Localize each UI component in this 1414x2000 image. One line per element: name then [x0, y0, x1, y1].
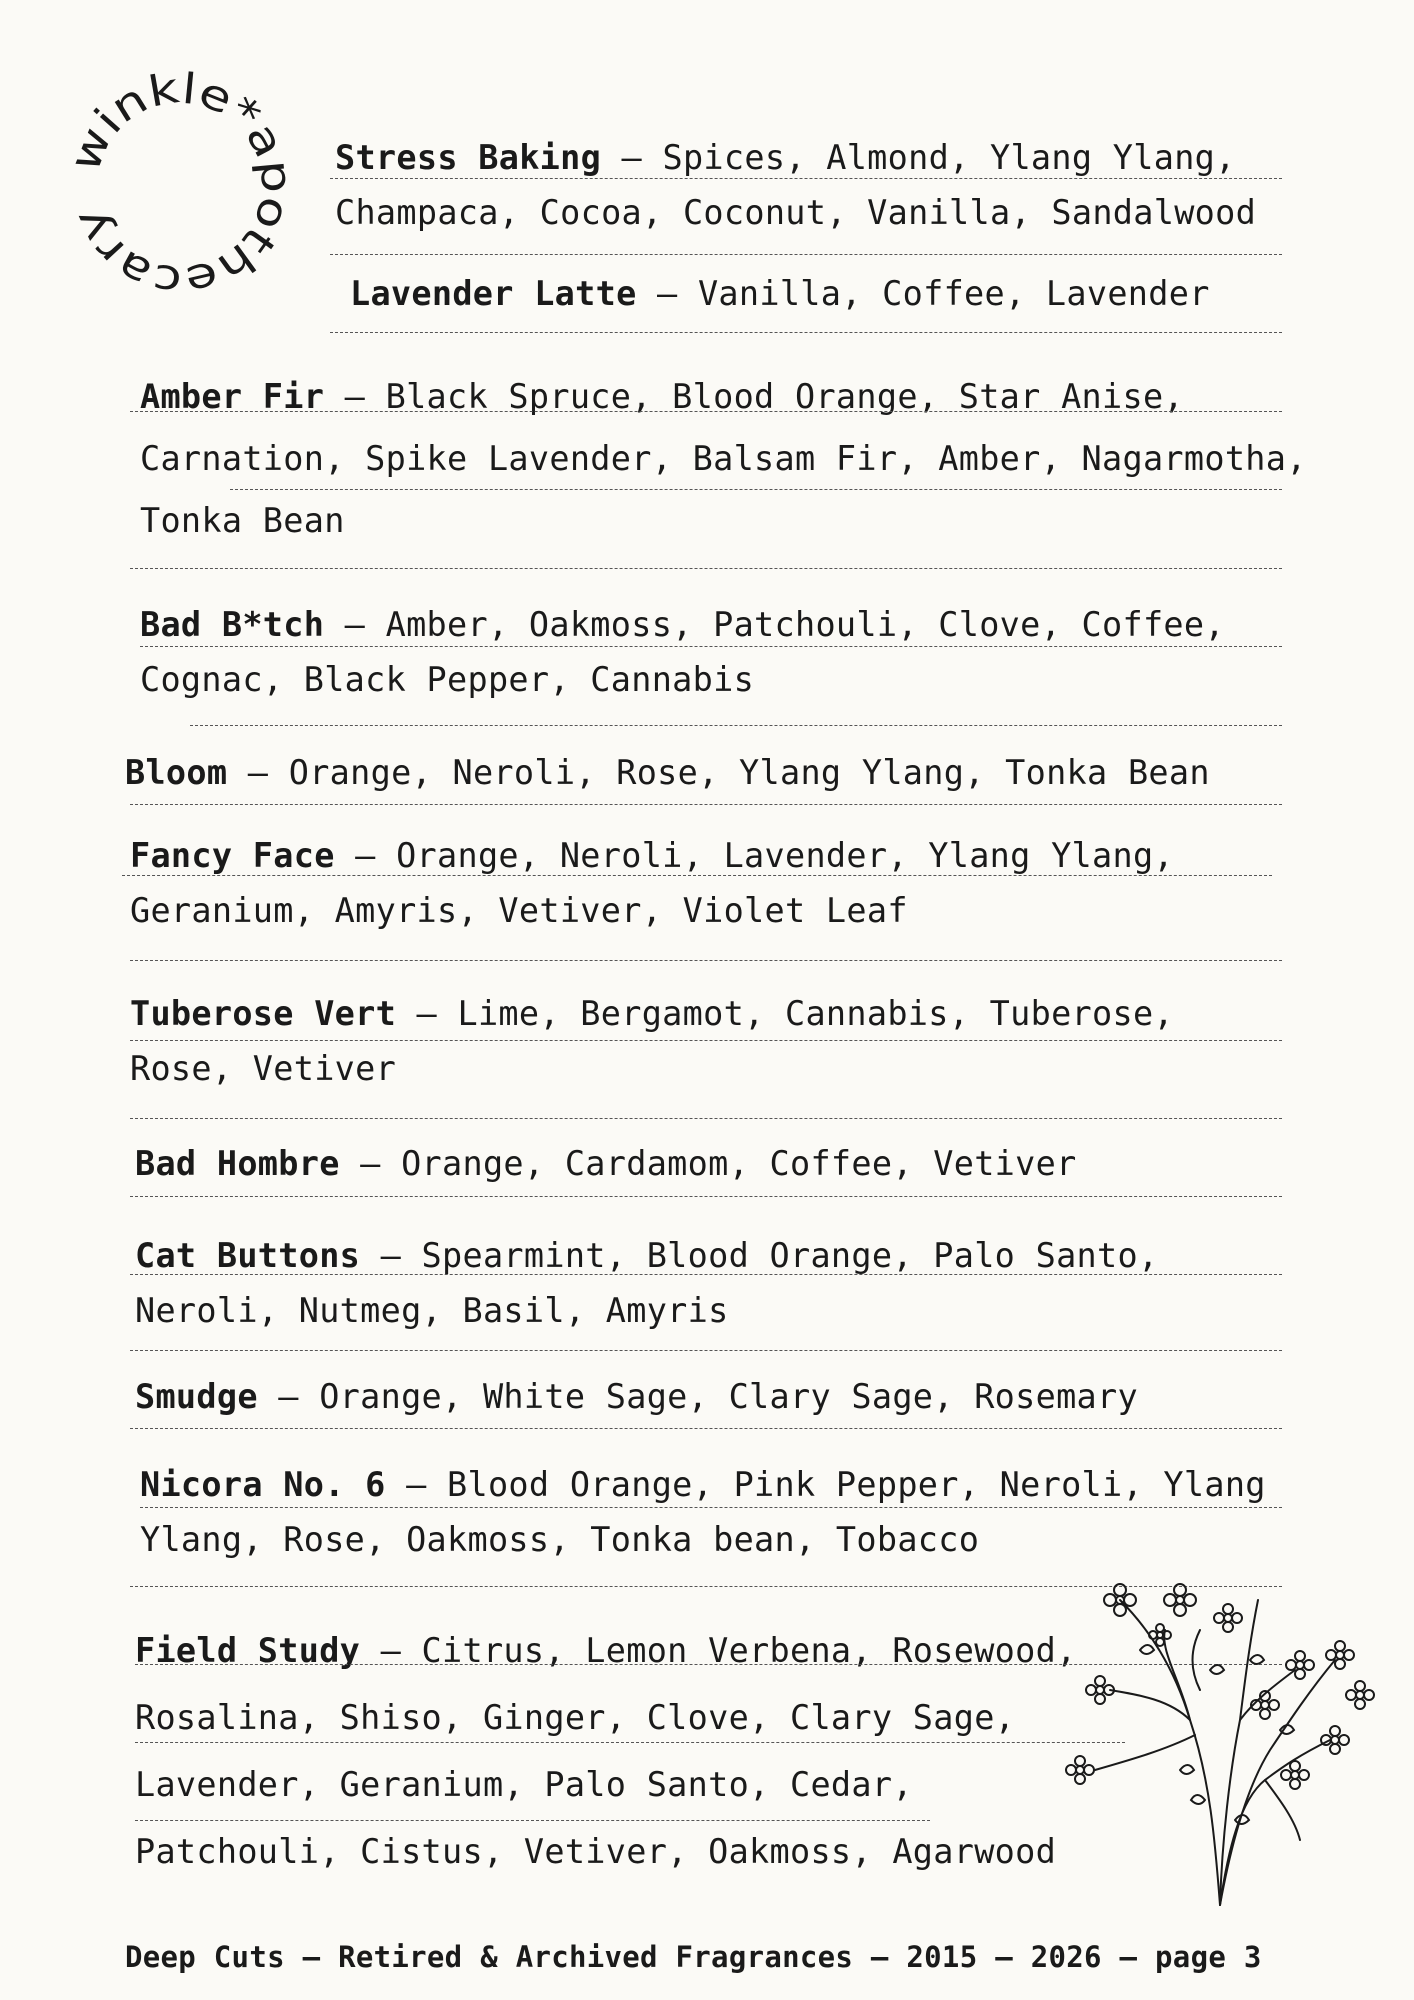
entry-line: Champaca, Cocoa, Coconut, Vanilla, Sandalwood [335, 193, 1257, 232]
fragrance-name: Amber Fir [140, 377, 325, 416]
fragrance-name: Fancy Face [130, 836, 335, 875]
fragrance-notes: – Orange, Neroli, Rose, Ylang Ylang, Tonka Bean [227, 753, 1210, 792]
brand-name-path: winkle*apothecary [59, 63, 302, 307]
dashed-divider [122, 875, 1272, 876]
dashed-divider [135, 1820, 930, 1821]
entry-line [140, 366, 1307, 428]
entry-line: Patchouli, Cistus, Vetiver, Oakmoss, Agarwood [135, 1832, 1057, 1871]
fragrance-notes: – Black Spruce, Blood Orange, Star Anise, [324, 377, 1184, 416]
page-footer: Deep Cuts – Retired & Archived Fragrances – 2015 – 2026 – page 3 [125, 1940, 1262, 1974]
flower-branch-icon [1040, 1520, 1380, 1910]
entry-line: Rosalina, Shiso, Ginger, Clove, Clary Sage, [135, 1698, 1016, 1737]
entry-line: Carnation, Spike Lavender, Balsam Fir, Amber, Nagarmotha, [140, 439, 1307, 478]
fragrance-entry [130, 828, 1174, 938]
dashed-divider [140, 1507, 1282, 1508]
entry-line [335, 130, 1256, 185]
fragrance-notes: – Orange, Cardamom, Coffee, Vetiver [339, 1144, 1077, 1183]
entry-line [125, 745, 1210, 800]
entry-line [135, 1369, 1138, 1424]
entry-line: Ylang, Rose, Oakmoss, Tonka bean, Tobacco [140, 1520, 980, 1559]
fragrance-notes: – Orange, Neroli, Lavender, Ylang Ylang, [334, 836, 1174, 875]
dashed-divider [130, 1040, 1282, 1041]
entry-line [140, 1457, 1266, 1512]
dashed-divider [130, 1118, 1282, 1119]
fragrance-entry [135, 1617, 1077, 1885]
entry-line [135, 1136, 1077, 1191]
fragrance-name: Stress Baking [335, 138, 602, 177]
fragrance-name: Lavender Latte [350, 274, 637, 313]
entry-line [135, 1617, 1077, 1684]
dashed-divider [130, 804, 1282, 805]
entry-line: Cognac, Black Pepper, Cannabis [140, 660, 755, 699]
brand-name-circular [55, 60, 302, 307]
dashed-divider [130, 568, 1282, 569]
entry-line [350, 266, 1210, 321]
dashed-divider [130, 1196, 1282, 1197]
entry-line: Neroli, Nutmeg, Basil, Amyris [135, 1291, 729, 1330]
dashed-divider [135, 1742, 1125, 1743]
fragrance-name: Cat Buttons [135, 1236, 361, 1275]
dashed-divider [130, 1350, 1282, 1351]
fragrance-name: Nicora No. 6 [140, 1465, 386, 1504]
entry-line [140, 597, 1225, 652]
dashed-divider [330, 178, 1282, 179]
brand-logo [55, 60, 305, 310]
fragrance-notes: – Vanilla, Coffee, Lavender [636, 274, 1210, 313]
entry-line [130, 986, 1174, 1041]
dashed-divider [330, 332, 1282, 333]
dashed-divider [330, 254, 1282, 255]
fragrance-entry [135, 1369, 1138, 1424]
fragrance-name: Bad B*tch [140, 605, 325, 644]
fragrance-entry [125, 745, 1210, 800]
fragrance-notes: – Lime, Bergamot, Cannabis, Tuberose, [396, 994, 1174, 1033]
fragrance-name: Field Study [135, 1631, 361, 1670]
dashed-divider [130, 1274, 1282, 1275]
fragrance-notes: – Spearmint, Blood Orange, Palo Santo, [360, 1236, 1159, 1275]
fragrance-entry [130, 986, 1174, 1096]
fragrance-name: Smudge [135, 1377, 258, 1416]
fragrance-notes: – Citrus, Lemon Verbena, Rosewood, [360, 1631, 1077, 1670]
dashed-divider [130, 1428, 1282, 1429]
fragrance-name: Bloom [125, 753, 228, 792]
fragrance-name: Tuberose Vert [130, 994, 397, 1033]
entry-line: Geranium, Amyris, Vetiver, Violet Leaf [130, 891, 908, 930]
fragrance-entry [135, 1136, 1077, 1191]
entry-line: Lavender, Geranium, Palo Santo, Cedar, [135, 1765, 913, 1804]
fragrance-entry [140, 597, 1225, 707]
fragrance-entry [335, 130, 1256, 240]
dashed-divider [230, 489, 1282, 490]
fragrance-notes: – Orange, White Sage, Clary Sage, Rosemary [257, 1377, 1138, 1416]
entry-line: Tonka Bean [140, 501, 345, 540]
dashed-divider [190, 725, 1282, 726]
fragrance-notes: – Spices, Almond, Ylang Ylang, [601, 138, 1236, 177]
fragrance-notes: – Blood Orange, Pink Pepper, Neroli, Ylang [385, 1465, 1266, 1504]
fragrance-name: Bad Hombre [135, 1144, 340, 1183]
dashed-divider [140, 646, 1282, 647]
dashed-divider [130, 960, 1282, 961]
fragrance-entry [350, 266, 1210, 321]
fragrance-notes: – Amber, Oakmoss, Patchouli, Clove, Coffee, [324, 605, 1225, 644]
fragrance-entry [140, 366, 1307, 552]
entry-line: Rose, Vetiver [130, 1049, 397, 1088]
fragrance-entry [135, 1228, 1158, 1338]
dashed-divider [130, 411, 1282, 412]
